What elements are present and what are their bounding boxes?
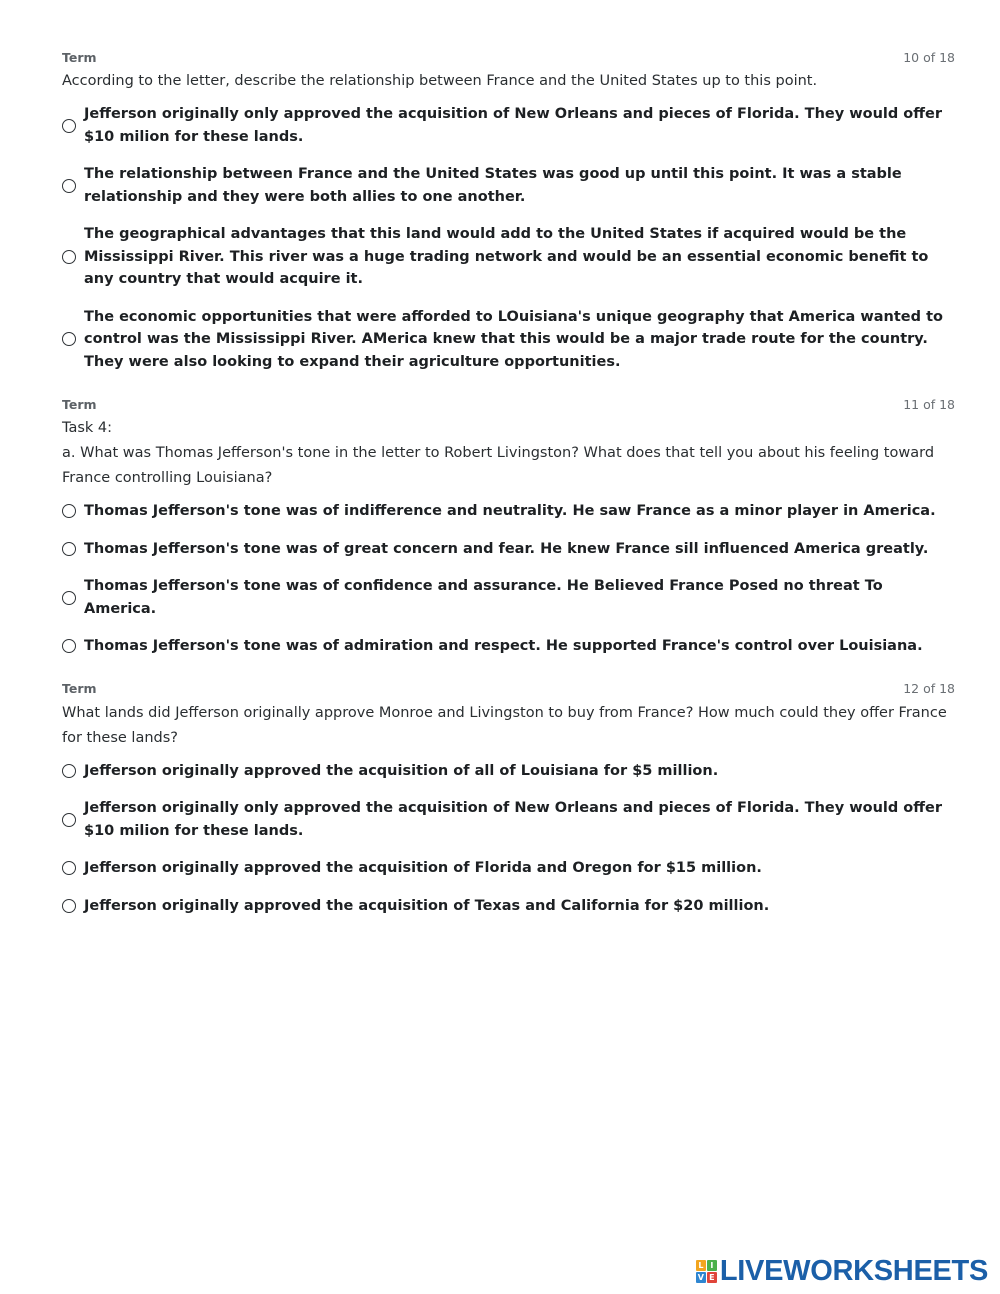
answer-option[interactable] — [62, 635, 955, 658]
question-prompt — [62, 701, 955, 751]
radio-button[interactable] — [62, 861, 76, 875]
answer-option-text: Jefferson originally only approved the acquisition of New Orleans and pieces of Florida. They would offer $10 milion for these lands. — [84, 800, 942, 839]
answer-option[interactable] — [62, 760, 955, 783]
logo-mark-icon — [696, 1260, 717, 1283]
answer-options — [62, 760, 955, 918]
prompt-line: Task 4: — [62, 420, 113, 436]
answer-option-text: The economic opportunities that were afforded to LOuisiana's unique geography that America wanted to control was the Mississippi River. AMerica knew that this would be a major trade route for the country. They were also looking to expand their agriculture opportunities. — [84, 308, 943, 370]
radio-button[interactable] — [62, 639, 76, 653]
answer-option[interactable] — [62, 538, 955, 561]
radio-button[interactable] — [62, 332, 76, 346]
question-prompt — [62, 69, 955, 94]
logo-letter: I — [707, 1260, 717, 1271]
prompt-line: According to the letter, describe the relationship between France and the United States up to this point. — [62, 73, 818, 89]
radio-button[interactable] — [62, 179, 76, 193]
answer-option-text: Thomas Jefferson's tone was of confidence and assurance. He Believed France Posed no threat To America. — [84, 578, 883, 617]
answer-option[interactable] — [62, 163, 955, 208]
term-label: Term — [62, 396, 97, 412]
radio-button[interactable] — [62, 250, 76, 264]
radio-button[interactable] — [62, 899, 76, 913]
prompt-line: a. What was Thomas Jefferson's tone in the letter to Robert Livingston? What does that tell you about his feeling toward France controlling Louisiana? — [62, 445, 935, 486]
worksheet — [62, 48, 955, 939]
answer-option-text: Jefferson originally approved the acquisition of Texas and California for $20 million. — [84, 897, 770, 914]
answer-option[interactable] — [62, 895, 955, 918]
answer-option[interactable] — [62, 797, 955, 842]
logo-letter: V — [697, 1273, 704, 1282]
answer-option-text: The geographical advantages that this land would add to the United States if acquired would be the Mississippi River. This river was a huge trading network and would be an essential economic benefit to any country that would acquire it. — [84, 226, 929, 287]
answer-option-text: Jefferson originally approved the acquisition of all of Louisiana for $5 million. — [84, 762, 719, 779]
liveworksheets-logo — [696, 1255, 988, 1288]
term-label: Term — [62, 681, 97, 696]
answer-option-text: Thomas Jefferson's tone was of great concern and fear. He knew France sill influenced America greatly. — [84, 540, 929, 557]
question-header — [62, 680, 955, 698]
answer-option[interactable] — [62, 306, 955, 374]
answer-option[interactable] — [62, 103, 955, 148]
question-prompt — [62, 416, 955, 491]
answer-option-text: Thomas Jefferson's tone was of admiration and respect. He supported France's control over Louisiana. — [84, 638, 923, 654]
question-header — [62, 395, 955, 413]
answer-option-text: Jefferson originally approved the acquisition of Florida and Oregon for $15 million. — [84, 860, 762, 876]
answer-option[interactable] — [62, 575, 955, 620]
answer-option-text: Thomas Jefferson's tone was of indifference and neutrality. He saw France as a minor player in America. — [84, 503, 936, 519]
radio-button[interactable] — [62, 542, 76, 556]
answer-option-text: The relationship between France and the United States was good up until this point. It was a stable relationship and they were both allies to one another. — [84, 166, 902, 205]
question-block-12 — [62, 680, 955, 918]
term-label: Term — [62, 49, 97, 65]
question-header — [62, 48, 955, 66]
logo-letter: E — [707, 1272, 717, 1283]
radio-button[interactable] — [62, 504, 76, 518]
question-block-11 — [62, 395, 955, 658]
answer-options — [62, 103, 955, 373]
question-counter: 11 of 18 — [903, 396, 955, 412]
radio-button[interactable] — [62, 119, 76, 133]
answer-option-text: Jefferson originally only approved the acquisition of New Orleans and pieces of Florida. They would offer $10 milion for these lands. — [84, 106, 942, 145]
radio-button[interactable] — [62, 813, 76, 827]
prompt-line: What lands did Jefferson originally approve Monroe and Livingston to buy from France? How much could they offer France for these lands? — [62, 704, 947, 746]
question-counter: 12 of 18 — [903, 681, 955, 696]
logo-letter: L — [696, 1260, 706, 1271]
radio-button[interactable] — [62, 591, 76, 605]
question-block-10 — [62, 48, 955, 373]
answer-option[interactable] — [62, 223, 955, 291]
answer-option[interactable] — [62, 500, 955, 523]
question-counter: 10 of 18 — [903, 49, 955, 65]
logo-wordmark: LIVEWORKSHEETS — [719, 1255, 988, 1287]
radio-button[interactable] — [62, 764, 76, 778]
answer-option[interactable] — [62, 857, 955, 880]
answer-options — [62, 500, 955, 658]
